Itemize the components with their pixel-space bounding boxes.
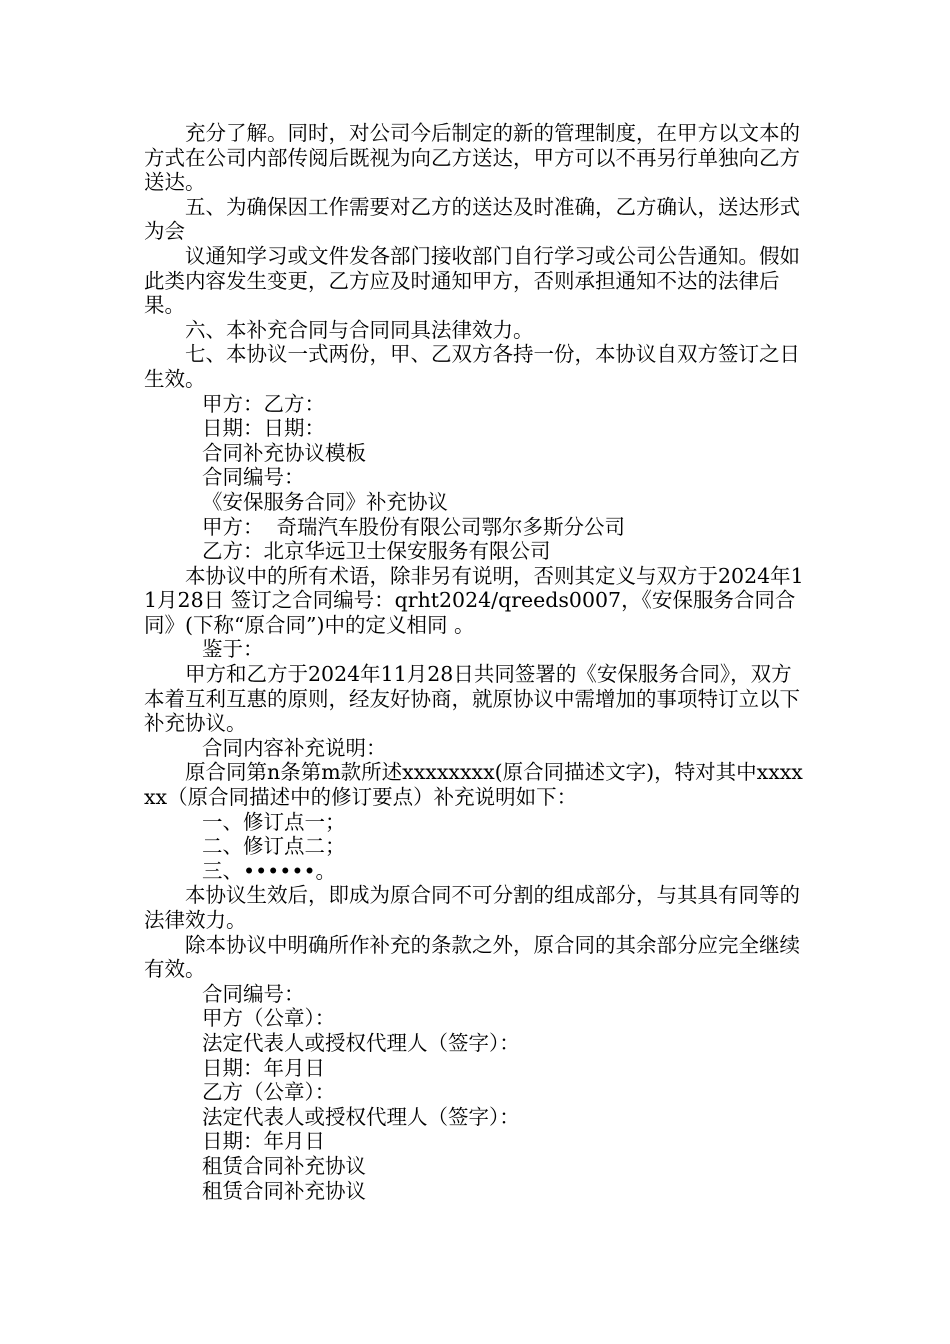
party-b-line: 乙方：北京华远卫士保安服务有限公司 (202, 539, 551, 564)
paragraph: 本协议生效后，即成为原合同不可分割的组成部分，与其具有同等的法律效力。 (144, 883, 800, 932)
representative-signature-line: 法定代表人或授权代理人（签字）： (202, 1104, 520, 1129)
section-title: 租赁合同补充协议 (202, 1153, 366, 1178)
signature-parties-line: 甲方：乙方： (202, 391, 325, 416)
document-page (144, 121, 809, 1203)
list-item: 三、••••••。 (202, 858, 337, 883)
signature-date-line: 日期：日期： (202, 416, 325, 441)
contract-number-line: 合同编号： (202, 465, 305, 490)
paragraph: 议通知学习或文件发各部门接收部门自行学习或公司公告通知。假如此类内容发生变更，乙方应及时通知甲方，否则承担通知不达的法律后果。 (144, 243, 800, 318)
paragraph: 五、为确保因工作需要对乙方的送达及时准确，乙方确认，送达形式为会 (144, 194, 800, 244)
paragraph: 六、本补充合同与合同同具法律效力。 (185, 317, 534, 342)
representative-signature-line: 法定代表人或授权代理人（签字）： (202, 1030, 520, 1055)
supplement-heading: 合同内容补充说明： (202, 735, 387, 760)
agreement-title: 《安保服务合同》补充协议 (202, 489, 448, 514)
contract-number-line: 合同编号： (202, 981, 305, 1006)
paragraph: 甲方和乙方于2024年11月28日共同签署的《安保服务合同》，双方本着互利互惠的原则，经友好协商，就原协议中需增加的事项特订立以下补充协议。 (144, 662, 800, 736)
list-item: 二、修订点二； (202, 834, 346, 859)
paragraph: 本协议中的所有术语，除非另有说明，否则其定义与双方于2024年11月28日 签订之合同编号：qrht2024/qreeds0007，《安保服务合同合同》(下称“原合同”)中的定义相同 。 (144, 563, 804, 637)
party-b-seal-line: 乙方（公章）： (202, 1080, 336, 1105)
paragraph: 充分了解。同时，对公司今后制定的新的管理制度，在甲方以文本的方式在公司内部传阅后既视为向乙方送达，甲方可以不再另行单独向乙方送达。 (144, 121, 800, 195)
party-a-seal-line: 甲方（公章）： (202, 1006, 336, 1031)
date-line: 日期：年月日 (202, 1129, 325, 1154)
section-title: 租赁合同补充协议 (202, 1178, 366, 1203)
whereas-heading: 鉴于： (202, 637, 264, 662)
paragraph: 原合同第n条第m款所述xxxxxxxx(原合同描述文字)，特对其中xxxxxx（原合同描述中的修订要点）补充说明如下： (144, 760, 803, 810)
paragraph: 除本协议中明确所作补充的条款之外，原合同的其余部分应完全继续有效。 (144, 932, 800, 982)
party-a-line: 甲方： 奇瑞汽车股份有限公司鄂尔多斯分公司 (202, 514, 626, 539)
paragraph: 七、本协议一式两份，甲、乙双方各持一份，本协议自双方签订之日生效。 (144, 342, 800, 391)
list-item: 一、修订点一； (202, 809, 346, 834)
section-title: 合同补充协议模板 (202, 440, 366, 465)
date-line: 日期：年月日 (202, 1055, 325, 1080)
